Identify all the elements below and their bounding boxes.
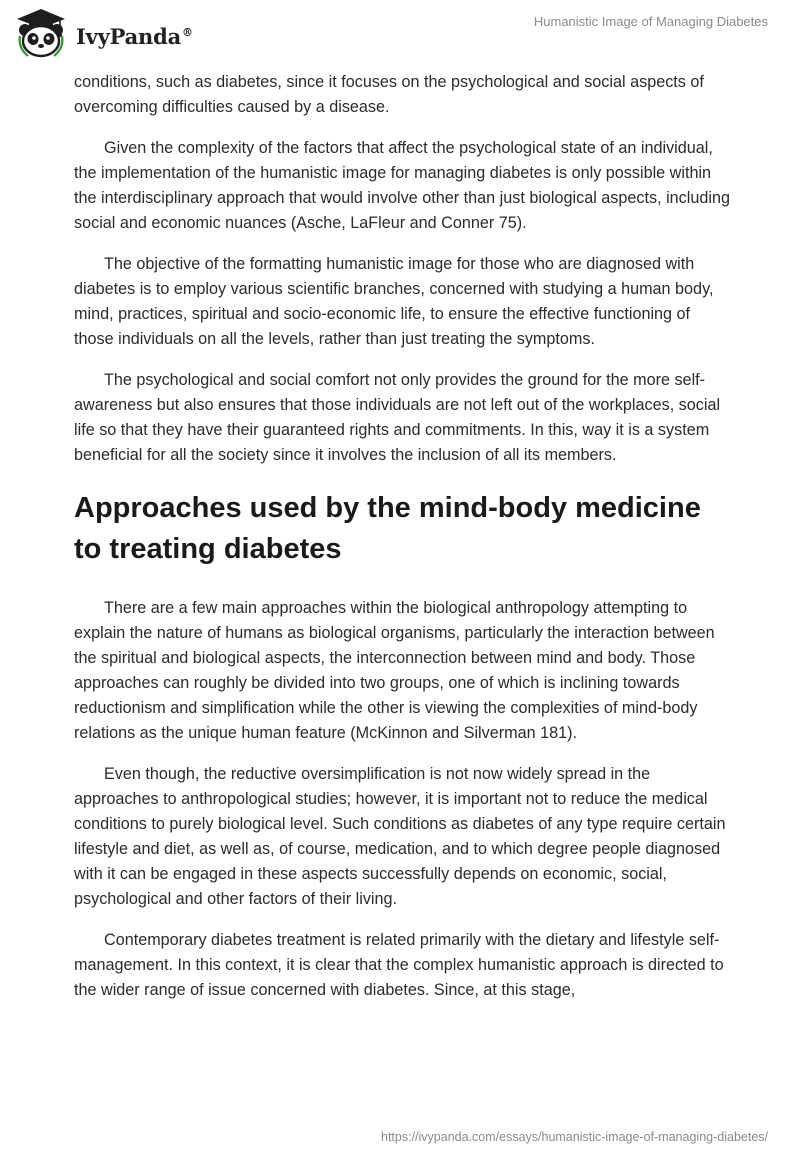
panda-graduate-icon <box>14 6 68 60</box>
page-header <box>0 0 800 66</box>
brand-name <box>76 24 193 49</box>
paragraph: The psychological and social comfort not only provides the ground for the more self-awareness but also ensures that those individuals are not left out of the workplaces, social life so that they have their guaranteed rights and commitments. In this, way it is a system beneficial for all the society since it involves the inclusion of all its members. <box>74 371 721 464</box>
paragraph: There are a few main approaches within the biological anthropology attempting to explain the nature of humans as biological organisms, particularly the interaction between the spiritual and biological aspects, the interconnection between mind and body. Those approaches can roughly be divided into two groups, one of which is inclining towards reductionism and simplification while the other is viewing the complexities of mind-body relations as the unique human feature (McKinnon and Silverman 181). <box>74 599 715 742</box>
essay-body <box>74 70 734 1019</box>
paragraph: The objective of the formatting humanistic image for those who are diagnosed with diabetes is to employ various scientific branches, concerned with studying a human body, mind, practices, spiritual and socio-economic life, to ensure the effective functioning of those individuals on all the levels, rather than just treating the symptoms. <box>74 255 714 348</box>
paragraph: Even though, the reductive oversimplification is not now widely spread in the approaches to anthropological studies; however, it is important not to reduce the medical conditions to purely biological level. Such conditions as diabetes of any type require certain lifestyle and diet, as well as, of course, medication, and to which degree people diagnosed with it can be engaged in these aspects successfully depends on economic, social, psychological and other factors of their living. <box>74 765 726 908</box>
paragraph: Contemporary diabetes treatment is related primarily with the dietary and lifestyle self-management. In this context, it is clear that the complex humanistic approach is directed to the wider range of issue concerned with diabetes. Since, at this stage, <box>74 931 724 999</box>
source-url[interactable]: https://ivypanda.com/essays/humanistic-image-of-managing-diabetes/ <box>381 1130 768 1144</box>
brand-text: IvyPanda <box>76 23 182 49</box>
section-heading: Approaches used by the mind-body medicine to treating diabetes <box>74 492 701 565</box>
registered-mark: ® <box>182 25 193 39</box>
paragraph: Given the complexity of the factors that affect the psychological state of an individual, the implementation of the humanistic image for managing diabetes is only possible within the interdisciplinary approach that would involve other than just biological aspects, including social and economic nuances (Asche, LaFleur and Conner 75). <box>74 139 730 232</box>
document-title: Humanistic Image of Managing Diabetes <box>533 14 768 29</box>
ivypanda-logo[interactable] <box>14 6 193 60</box>
paragraph-continued: conditions, such as diabetes, since it focuses on the psychological and social aspects of overcoming difficulties caused by a disease. <box>74 73 704 116</box>
